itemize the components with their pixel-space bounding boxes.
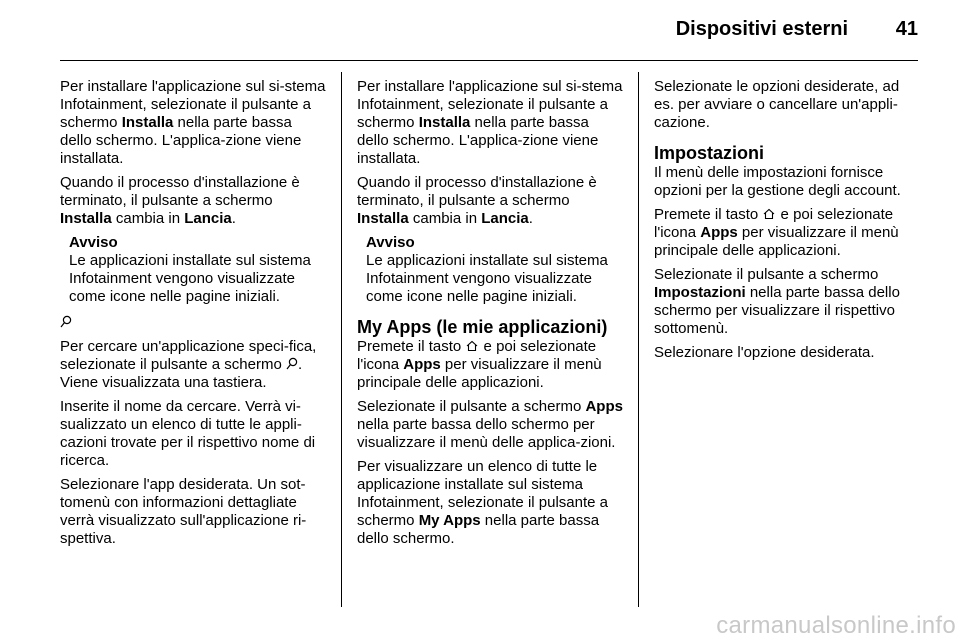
paragraph: Per installare l'applicazione sul si-stema Infotainment, selezionate il pulsante a schermo Installa nella parte bassa dello schermo. L'applica-zione viene installata. bbox=[60, 78, 326, 167]
search-icon-heading bbox=[60, 314, 327, 332]
column-divider bbox=[638, 72, 639, 607]
paragraph: Selezionare l'opzione desiderata. bbox=[654, 344, 875, 361]
watermark: carmanualsonline.info bbox=[716, 612, 956, 639]
column-divider bbox=[341, 72, 342, 607]
paragraph: Selezionate il pulsante a schermo Impostazioni nella parte bassa dello schermo per visualizzare il rispettivo sottomenù. bbox=[654, 266, 900, 337]
paragraph: Inserite il nome da cercare. Verrà vi-sualizzato un elenco di tutte le appli-cazioni trovate per il rispettivo nome di ricerca. bbox=[60, 398, 316, 469]
note-text: Le applicazioni installate sul sistema Infotainment vengono visualizzate come icone nelle pagine iniziali. bbox=[366, 252, 608, 305]
page-number: 41 bbox=[895, 18, 918, 40]
page-header bbox=[60, 0, 918, 61]
home-icon bbox=[465, 339, 479, 353]
paragraph: Quando il processo d'installazione è terminato, il pulsante a schermo Installa cambia in Lancia. bbox=[60, 174, 300, 227]
paragraph: Premete il tasto e poi selezionate l'icona Apps per visualizzare il menù principale delle applicazioni. bbox=[654, 206, 899, 259]
search-icon bbox=[286, 357, 298, 371]
note-box bbox=[366, 234, 624, 306]
column-3 bbox=[654, 78, 920, 368]
note-title: Avviso bbox=[366, 234, 415, 251]
paragraph: Il menù delle impostazioni fornisce opzioni per la gestione degli account. bbox=[654, 164, 901, 199]
paragraph: Premete il tasto e poi selezionate l'icona Apps per visualizzare il menù principale delle applicazioni. bbox=[357, 338, 602, 391]
search-icon bbox=[60, 315, 72, 329]
paragraph: Selezionate il pulsante a schermo Apps nella parte bassa dello schermo per visualizzare il menù delle applica-zioni. bbox=[357, 398, 623, 451]
note-box bbox=[69, 234, 327, 306]
home-icon bbox=[762, 207, 776, 221]
section-heading: My Apps (le mie applicazioni) bbox=[357, 317, 608, 337]
paragraph: Quando il processo d'installazione è terminato, il pulsante a schermo Installa cambia in Lancia. bbox=[357, 174, 597, 227]
note-text: Le applicazioni installate sul sistema Infotainment vengono visualizzate come icone nelle pagine iniziali. bbox=[69, 252, 311, 305]
paragraph: Selezionate le opzioni desiderate, ad es. per avviare o cancellare un'appli-cazione. bbox=[654, 78, 900, 131]
page-title: Dispositivi esterni bbox=[675, 18, 848, 40]
column-1 bbox=[60, 78, 327, 554]
section-heading: Impostazioni bbox=[654, 143, 765, 163]
column-2 bbox=[357, 78, 624, 554]
note-title: Avviso bbox=[69, 234, 118, 251]
paragraph: Per cercare un'applicazione speci-fica, selezionate il pulsante a schermo . Viene visualizzata una tastiera. bbox=[60, 338, 317, 391]
paragraph: Per visualizzare un elenco di tutte le applicazione installate sul sistema Infotainment, selezionate il pulsante a schermo My Apps nella parte bassa dello schermo. bbox=[357, 458, 608, 547]
paragraph: Per installare l'applicazione sul si-stema Infotainment, selezionate il pulsante a schermo Installa nella parte bassa dello schermo. L'applica-zione viene installata. bbox=[357, 78, 623, 167]
paragraph: Selezionare l'app desiderata. Un sot-tomenù con informazioni dettagliate verrà visualizzato sull'applicazione ri-spettiva. bbox=[60, 476, 307, 547]
